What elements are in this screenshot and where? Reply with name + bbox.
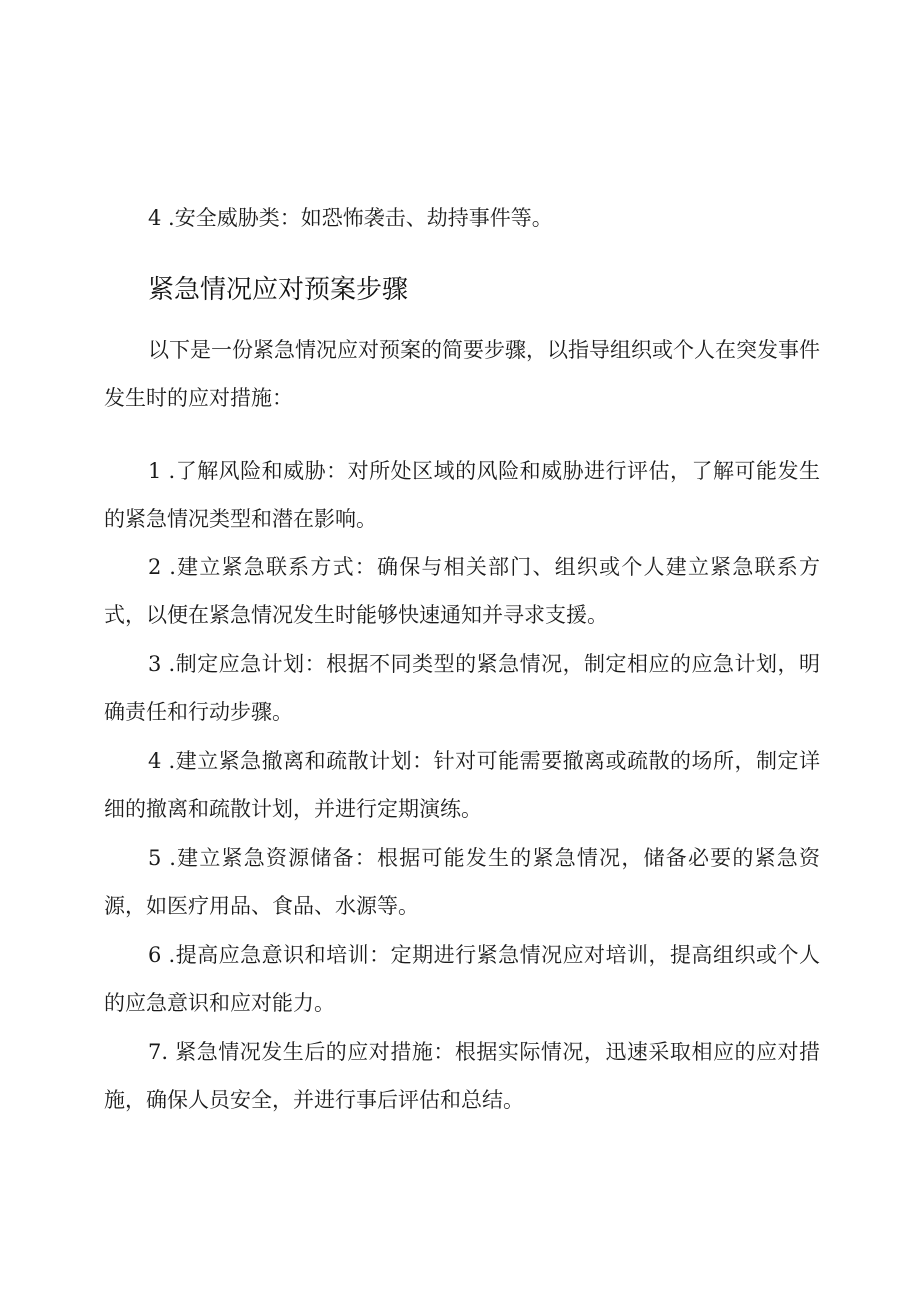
carryover-list-item: 4 .安全威胁类：如恐怖袭击、劫持事件等。: [148, 206, 553, 230]
step-item: 5 .建立紧急资源储备：根据可能发生的紧急情况，储备必要的紧急资源，如医疗用品、食品、水源等。: [104, 846, 820, 918]
step-item: 2 .建立紧急联系方式：确保与相关部门、组织或个人建立紧急联系方式，以便在紧急情况发生时能够快速通知并寻求支援。: [104, 555, 820, 627]
step-item: 4 .建立紧急撤离和疏散计划：针对可能需要撤离或疏散的场所，制定详细的撤离和疏散计划，并进行定期演练。: [104, 749, 820, 821]
step-item: 7. 紧急情况发生后的应对措施：根据实际情况，迅速采取相应的应对措施，确保人员安全，并进行事后评估和总结。: [104, 1040, 820, 1112]
intro-paragraph: 以下是一份紧急情况应对预案的简要步骤，以指导组织或个人在突发事件发生时的应对措施：: [104, 338, 820, 410]
step-item: 3 .制定应急计划：根据不同类型的紧急情况，制定相应的应急计划，明确责任和行动步骤。: [104, 652, 820, 724]
step-item: 1 .了解风险和威胁：对所处区域的风险和威胁进行评估，了解可能发生的紧急情况类型和潜在影响。: [104, 459, 820, 531]
section-heading: 紧急情况应对预案步骤: [148, 275, 409, 305]
step-item: 6 .提高应急意识和培训：定期进行紧急情况应对培训，提高组织或个人的应急意识和应对能力。: [104, 943, 820, 1015]
